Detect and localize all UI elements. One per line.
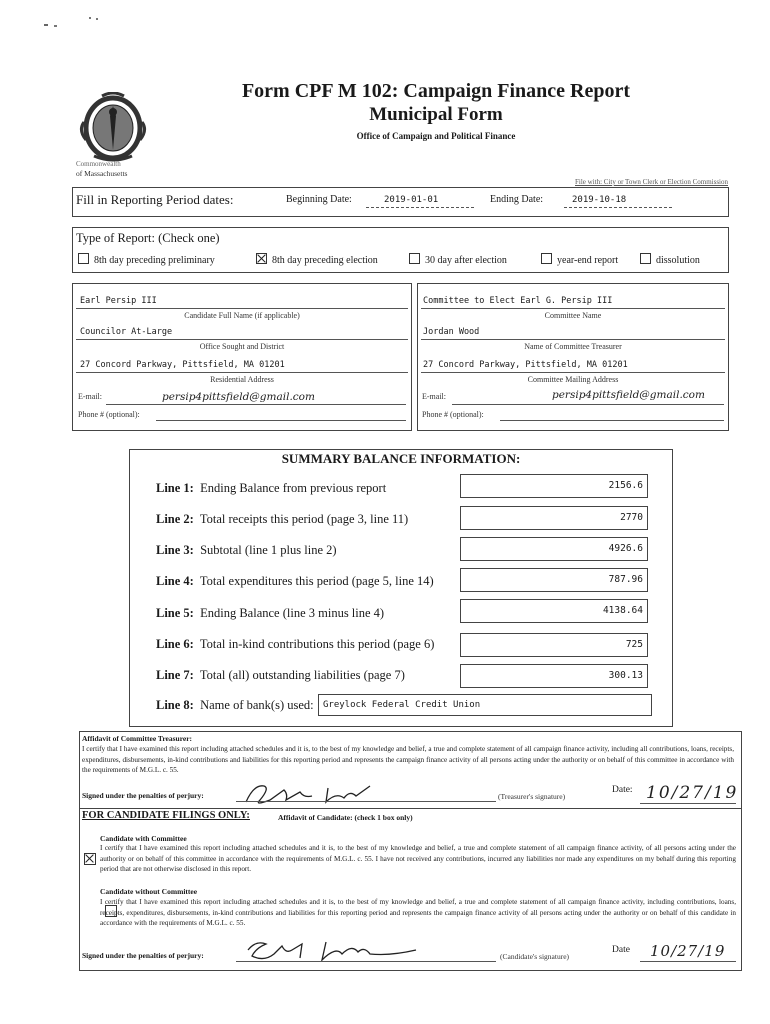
line-number: Line 8:	[156, 698, 194, 712]
bank-name-value[interactable]: Greylock Federal Credit Union	[318, 694, 652, 716]
without-committee-title: Candidate without Committee	[100, 887, 198, 896]
committee-treasurer-line	[421, 339, 725, 340]
form-title: Form CPF M 102: Campaign Finance Report	[241, 80, 631, 102]
committee-address-caption: Committee Mailing Address	[527, 375, 619, 384]
candidate-name[interactable]: Earl Persip III	[80, 296, 157, 306]
committee-phone-line	[500, 420, 724, 421]
committee-email-label: E-mail:	[422, 392, 446, 401]
candidate-name-caption: Candidate Full Name (if applicable)	[184, 311, 300, 320]
scan-speck	[54, 25, 57, 27]
checkbox-8th-day-preliminary[interactable]	[78, 253, 89, 264]
line-number: Line 4:	[156, 574, 194, 588]
treasurer-date-value[interactable]: 10/27/19	[646, 783, 739, 803]
treasurer-date-line	[640, 803, 736, 804]
candidate-email-value[interactable]: persip4pittsfield@gmail.com	[162, 391, 315, 403]
office-name: Office of Campaign and Political Finance	[356, 131, 516, 141]
candidate-office-line	[76, 339, 408, 340]
report-type-option-3[interactable]	[541, 253, 618, 266]
treasurer-affidavit-title: Affidavit of Committee Treasurer:	[82, 734, 193, 743]
option-label: 30 day after election	[425, 255, 507, 266]
treasurer-date-label: Date:	[612, 785, 633, 795]
candidate-date-label: Date	[612, 945, 630, 955]
summary-line-2	[156, 512, 408, 527]
summary-value-1[interactable]: 2156.6	[460, 474, 648, 498]
summary-line-1	[156, 481, 386, 496]
report-type-option-0[interactable]	[78, 253, 215, 266]
line-label: Total in-kind contributions this period (page 6)	[199, 637, 435, 651]
report-type-label: Type of Report: (Check one)	[76, 231, 220, 245]
line-label: Total expenditures this period (page 5, line 14)	[199, 574, 434, 588]
massachusetts-seal-icon	[72, 92, 154, 164]
line-label: Ending Balance (line 3 minus line 4)	[200, 606, 385, 620]
candidate-phone-line	[156, 420, 406, 421]
line-label: Total receipts this period (page 3, line 11)	[199, 512, 409, 526]
committee-email-value[interactable]: persip4pittsfield@gmail.com	[552, 389, 705, 401]
candidate-date-value[interactable]: 10/27/19	[650, 942, 726, 960]
report-type-option-2[interactable]	[409, 253, 507, 266]
committee-name-caption: Committee Name	[544, 311, 602, 320]
beginning-date-value[interactable]: 2019-01-01	[384, 195, 439, 205]
summary-value-6[interactable]: 725	[460, 633, 648, 657]
committee-phone-label: Phone # (optional):	[422, 410, 484, 419]
option-label: dissolution	[656, 255, 700, 266]
summary-value-2[interactable]: 2770	[460, 506, 648, 530]
report-type-option-4[interactable]	[640, 253, 700, 266]
option-label: 8th day preceding preliminary	[94, 255, 215, 266]
summary-value-7[interactable]: 300.13	[460, 664, 648, 688]
summary-value-4[interactable]: 787.96	[460, 568, 648, 592]
treasurer-signature-line	[236, 801, 496, 802]
ending-date-underline	[564, 207, 672, 208]
scan-speck	[89, 17, 91, 19]
summary-title: SUMMARY BALANCE INFORMATION:	[281, 451, 521, 466]
affidavit-divider	[79, 808, 742, 809]
treasurer-signed-label: Signed under the penalties of perjury:	[82, 791, 204, 800]
with-committee-title: Candidate with Committee	[100, 834, 187, 843]
summary-line-7	[156, 668, 405, 683]
summary-value-5[interactable]: 4138.64	[460, 599, 648, 623]
candidate-filings-title	[82, 810, 250, 821]
summary-line-3	[156, 543, 337, 558]
line-number: Line 3:	[156, 543, 194, 557]
beginning-date-label: Beginning Date:	[286, 194, 352, 205]
treasurer-signature-caption: (Treasurer's signature)	[498, 792, 566, 801]
candidate-signature-line	[236, 961, 496, 962]
form-subtitle: Municipal Form	[369, 104, 503, 125]
treasurer-affidavit-text: I certify that I have examined this report including attached schedules and it is, to the best of my knowledge and belief, a true and complete statement of all campaign finance activity, including all contributions, loans, receipts, expenditures, disbursements, in-kind contributions and liabilities for this reporting period and represents the campaign finance activity of all persons acting under the authority or on behalf of this committee in accordance with the requirements of M.G.L. c. 55.	[82, 745, 734, 774]
scan-speck	[96, 18, 98, 20]
candidate-address-line	[76, 372, 408, 373]
treasurer-signature[interactable]	[240, 778, 410, 808]
candidate-office-caption: Office Sought and District	[199, 342, 285, 351]
summary-line-8	[156, 698, 314, 713]
candidate-date-line	[640, 961, 736, 962]
checkbox-8th-day-election[interactable]	[256, 253, 267, 264]
report-type-option-1[interactable]	[256, 253, 378, 266]
committee-name-line	[421, 308, 725, 309]
line-label: Ending Balance from previous report	[200, 481, 387, 495]
ending-date-value[interactable]: 2019-10-18	[572, 195, 627, 205]
with-committee-text: I certify that I have examined this report including attached schedules and it is, to the best of my knowledge and belief, a true and complete statement of all campaign finance activity, of all persons acting under the authority or on behalf of this committee in accordance with the requirements of M.G.L. c. 55. I have not received any contributions, incurred any liabilities nor made any expenditures on my behalf during this reporting period that are not otherwise disclosed in this report.	[100, 844, 736, 873]
line-label: Subtotal (line 1 plus line 2)	[200, 543, 337, 557]
candidate-filings-title-text: FOR CANDIDATE FILINGS ONLY:	[82, 810, 250, 821]
line-number: Line 6:	[156, 637, 194, 651]
committee-address-line	[421, 372, 725, 373]
beginning-date-underline	[366, 207, 474, 208]
candidate-address-caption: Residential Address	[210, 375, 274, 384]
scan-speck	[44, 24, 48, 26]
summary-line-5	[156, 606, 384, 621]
option-label: year-end report	[557, 255, 619, 266]
committee-treasurer[interactable]: Jordan Wood	[423, 327, 480, 337]
candidate-email-label: E-mail:	[78, 392, 102, 401]
reporting-period-label: Fill in Reporting Period dates:	[76, 192, 234, 207]
line-number: Line 1:	[156, 481, 194, 495]
line-label: Total (all) outstanding liabilities (page 7)	[199, 668, 405, 682]
committee-name[interactable]: Committee to Elect Earl G. Persip III	[423, 296, 613, 306]
candidate-email-line	[106, 404, 406, 405]
line-label: Name of bank(s) used:	[200, 698, 314, 712]
ending-date-label: Ending Date:	[490, 194, 544, 205]
summary-value-3[interactable]: 4926.6	[460, 537, 648, 561]
line-number: Line 7:	[156, 668, 194, 682]
committee-treasurer-caption: Name of Committee Treasurer	[524, 342, 622, 351]
candidate-office[interactable]: Councilor At-Large	[80, 327, 173, 337]
line-number: Line 2:	[156, 512, 194, 526]
line-number: Line 5:	[156, 606, 194, 620]
candidate-signature-caption: (Candidate's signature)	[500, 952, 570, 961]
option-label: 8th day preceding election	[272, 255, 378, 266]
with-committee-checkbox[interactable]	[84, 853, 96, 865]
checkbox-year-end[interactable]	[541, 253, 552, 264]
seal-caption-line2: of Massachusetts	[76, 169, 128, 178]
committee-address[interactable]: 27 Concord Parkway, Pittsfield, MA 01201	[423, 360, 628, 370]
candidate-signed-label: Signed under the penalties of perjury:	[82, 951, 204, 960]
candidate-name-line	[76, 308, 408, 309]
file-with-note: File with: City or Town Clerk or Election Commission	[575, 178, 728, 186]
committee-email-line	[452, 404, 724, 405]
without-committee-text: I certify that I have examined this report including attached schedules and it is, to the best of my knowledge and belief, a true and complete statement of all campaign finance activity, including contributions, loans, receipts, expenditures, disbursements, in-kind contributions and liabilities for this reporting period and represents the campaign finance activity of all persons acting under the authority or on behalf of this candidate in accordance with the requirements of M.G.L. c. 55.	[100, 898, 736, 927]
summary-line-4	[156, 574, 434, 589]
candidate-phone-label: Phone # (optional):	[78, 410, 140, 419]
seal-caption-line1: Commonwealth	[76, 160, 121, 168]
candidate-filings-subtitle: Affidavit of Candidate: (check 1 box only)	[278, 813, 413, 822]
checkbox-dissolution[interactable]	[640, 253, 651, 264]
checkbox-30-day-after[interactable]	[409, 253, 420, 264]
candidate-address[interactable]: 27 Concord Parkway, Pittsfield, MA 01201	[80, 360, 285, 370]
summary-line-6	[156, 637, 434, 652]
